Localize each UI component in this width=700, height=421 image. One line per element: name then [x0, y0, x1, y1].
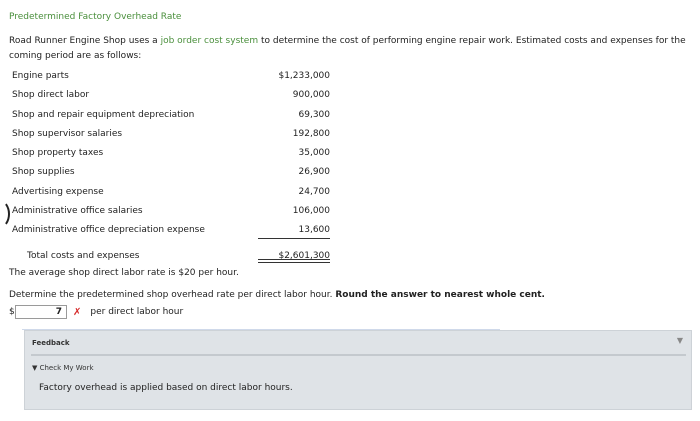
intro-text-end: to determine the cost of performing engine repair work. Estimated costs and expenses for the coming period are as follows:	[9, 36, 686, 61]
cost-row	[12, 127, 330, 146]
partial-circle-decoration	[0, 200, 10, 228]
cost-row	[12, 185, 330, 204]
cost-amount: 13,600	[298, 225, 330, 236]
cost-row	[12, 223, 330, 242]
subtotal-rule	[258, 238, 330, 239]
cost-amount: $1,233,000	[278, 71, 330, 81]
cost-row	[12, 69, 330, 88]
feedback-message: Factory overhead is applied based on direct labor hours.	[39, 383, 293, 393]
cost-row	[12, 146, 330, 165]
cost-row	[12, 88, 330, 107]
job-order-cost-system-link[interactable]: job order cost system	[160, 36, 259, 46]
answer-row	[9, 304, 183, 320]
cost-label: Administrative office salaries	[12, 206, 143, 217]
labor-rate-note: The average shop direct labor rate is $20 per hour.	[9, 268, 239, 278]
cost-row	[12, 165, 330, 184]
cost-amount: 35,000	[298, 148, 330, 159]
total-label: Total costs and expenses	[27, 250, 140, 261]
question-text: Determine the predetermined shop overhead rate per direct labor hour.	[9, 290, 336, 300]
cost-label: Shop direct labor	[12, 90, 90, 101]
incorrect-x-icon: ✗	[73, 306, 82, 318]
cost-amount: 106,000	[292, 206, 330, 217]
question-rounding-instruction: Round the answer to nearest whole cent.	[335, 290, 545, 300]
cost-label: Administrative office depreciation expense	[12, 225, 205, 236]
answer-input[interactable]: 7	[15, 305, 67, 319]
feedback-divider	[31, 354, 686, 356]
cost-label: Shop and repair equipment depreciation	[12, 109, 195, 120]
check-my-work-toggle[interactable]: ▼ Check My Work	[32, 364, 94, 372]
cost-amount: 900,000	[292, 90, 330, 101]
cost-table	[12, 69, 330, 262]
cost-row	[12, 204, 330, 223]
cost-label: Shop property taxes	[12, 148, 104, 159]
total-amount: $2,601,300	[278, 250, 330, 261]
cost-label: Shop supplies	[12, 167, 75, 178]
cost-amount: 192,800	[292, 128, 330, 139]
cost-label: Shop supervisor salaries	[12, 128, 123, 139]
problem-intro	[9, 34, 694, 64]
intro-text-start: Road Runner Engine Shop uses a	[9, 36, 161, 46]
cost-label: Engine parts	[12, 71, 69, 81]
total-double-rule	[258, 259, 330, 263]
cost-amount: 24,700	[298, 186, 330, 197]
cost-amount: 26,900	[298, 167, 330, 178]
page-title: Predetermined Factory Overhead Rate	[9, 12, 182, 22]
cost-amount: 69,300	[298, 109, 330, 120]
cost-label: Advertising expense	[12, 186, 104, 197]
answer-unit: per direct labor hour	[90, 307, 184, 317]
currency-symbol: $	[9, 307, 15, 317]
feedback-title: Feedback	[32, 339, 70, 347]
feedback-panel	[24, 330, 692, 410]
collapse-toggle-icon[interactable]: ▼	[676, 336, 683, 345]
cost-row	[12, 108, 330, 127]
question-prompt	[9, 290, 545, 300]
